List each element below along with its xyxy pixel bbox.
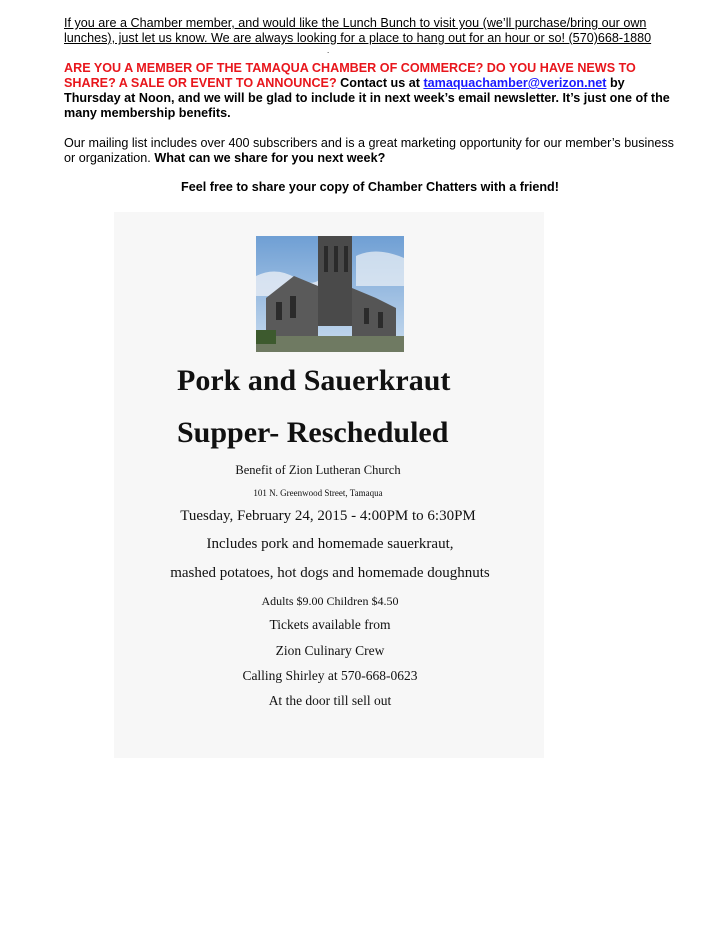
tickets-line: Tickets available from <box>269 617 391 632</box>
address-line: 101 N. Greenwood Street, Tamaqua <box>253 488 383 498</box>
menu-line-1: Includes pork and homemade sauerkraut, <box>206 536 454 552</box>
church-photo <box>256 236 404 352</box>
benefit-line: Benefit of Zion Lutheran Church <box>235 463 401 477</box>
share-note: Feel free to share your copy of Chamber Chatters with a friend! <box>181 180 559 194</box>
crew-line: Zion Culinary Crew <box>275 643 385 658</box>
price-line: Adults $9.00 Children $4.50 <box>261 594 399 608</box>
lunch-bunch-line-2: lunches), just let us know. We are always looking for a place to hang out for an hour or so! (570)668-1880 <box>64 31 652 45</box>
membership-paragraph <box>64 61 676 121</box>
email-link[interactable]: tamaquachamber@verizon.net <box>423 76 607 90</box>
door-line: At the door till sell out <box>268 693 392 708</box>
mailing-list-paragraph <box>64 136 676 166</box>
lunch-bunch-line-1: If you are a Chamber member, and would like the Lunch Bunch to visit you (we’ll purchase/bring our own <box>64 16 647 30</box>
member-question: ARE YOU A MEMBER OF THE TAMAQUA CHAMBER OF COMMERCE? DO YOU HAVE NEWS TO SHARE? A SALE OR EVENT TO ANNOUNCE? <box>64 61 636 90</box>
mailing-list-text: Our mailing list includes over 400 subscribers and is a great marketing opportunity for our member’s business or organization. <box>64 136 674 165</box>
event-flyer <box>114 212 544 758</box>
event-datetime: Tuesday, February 24, 2015 - 4:00PM to 6:30PM <box>180 508 476 524</box>
menu-line-2: mashed potatoes, hot dogs and homemade doughnuts <box>170 565 490 581</box>
calling-line: Calling Shirley at 570-668-0623 <box>242 668 418 683</box>
flyer-title-line-2: Supper- Rescheduled <box>177 416 449 449</box>
flyer-title-line-1: Pork and Sauerkraut <box>177 364 451 397</box>
share-question: What can we share for you next week? <box>154 151 386 165</box>
contact-suffix: by Thursday at Noon, and we will be glad to include it in next week’s email newsletter. It’s just one of the many membership benefits. <box>64 76 670 120</box>
contact-prefix: Contact us at <box>340 76 420 90</box>
stray-dot: . <box>327 46 330 55</box>
